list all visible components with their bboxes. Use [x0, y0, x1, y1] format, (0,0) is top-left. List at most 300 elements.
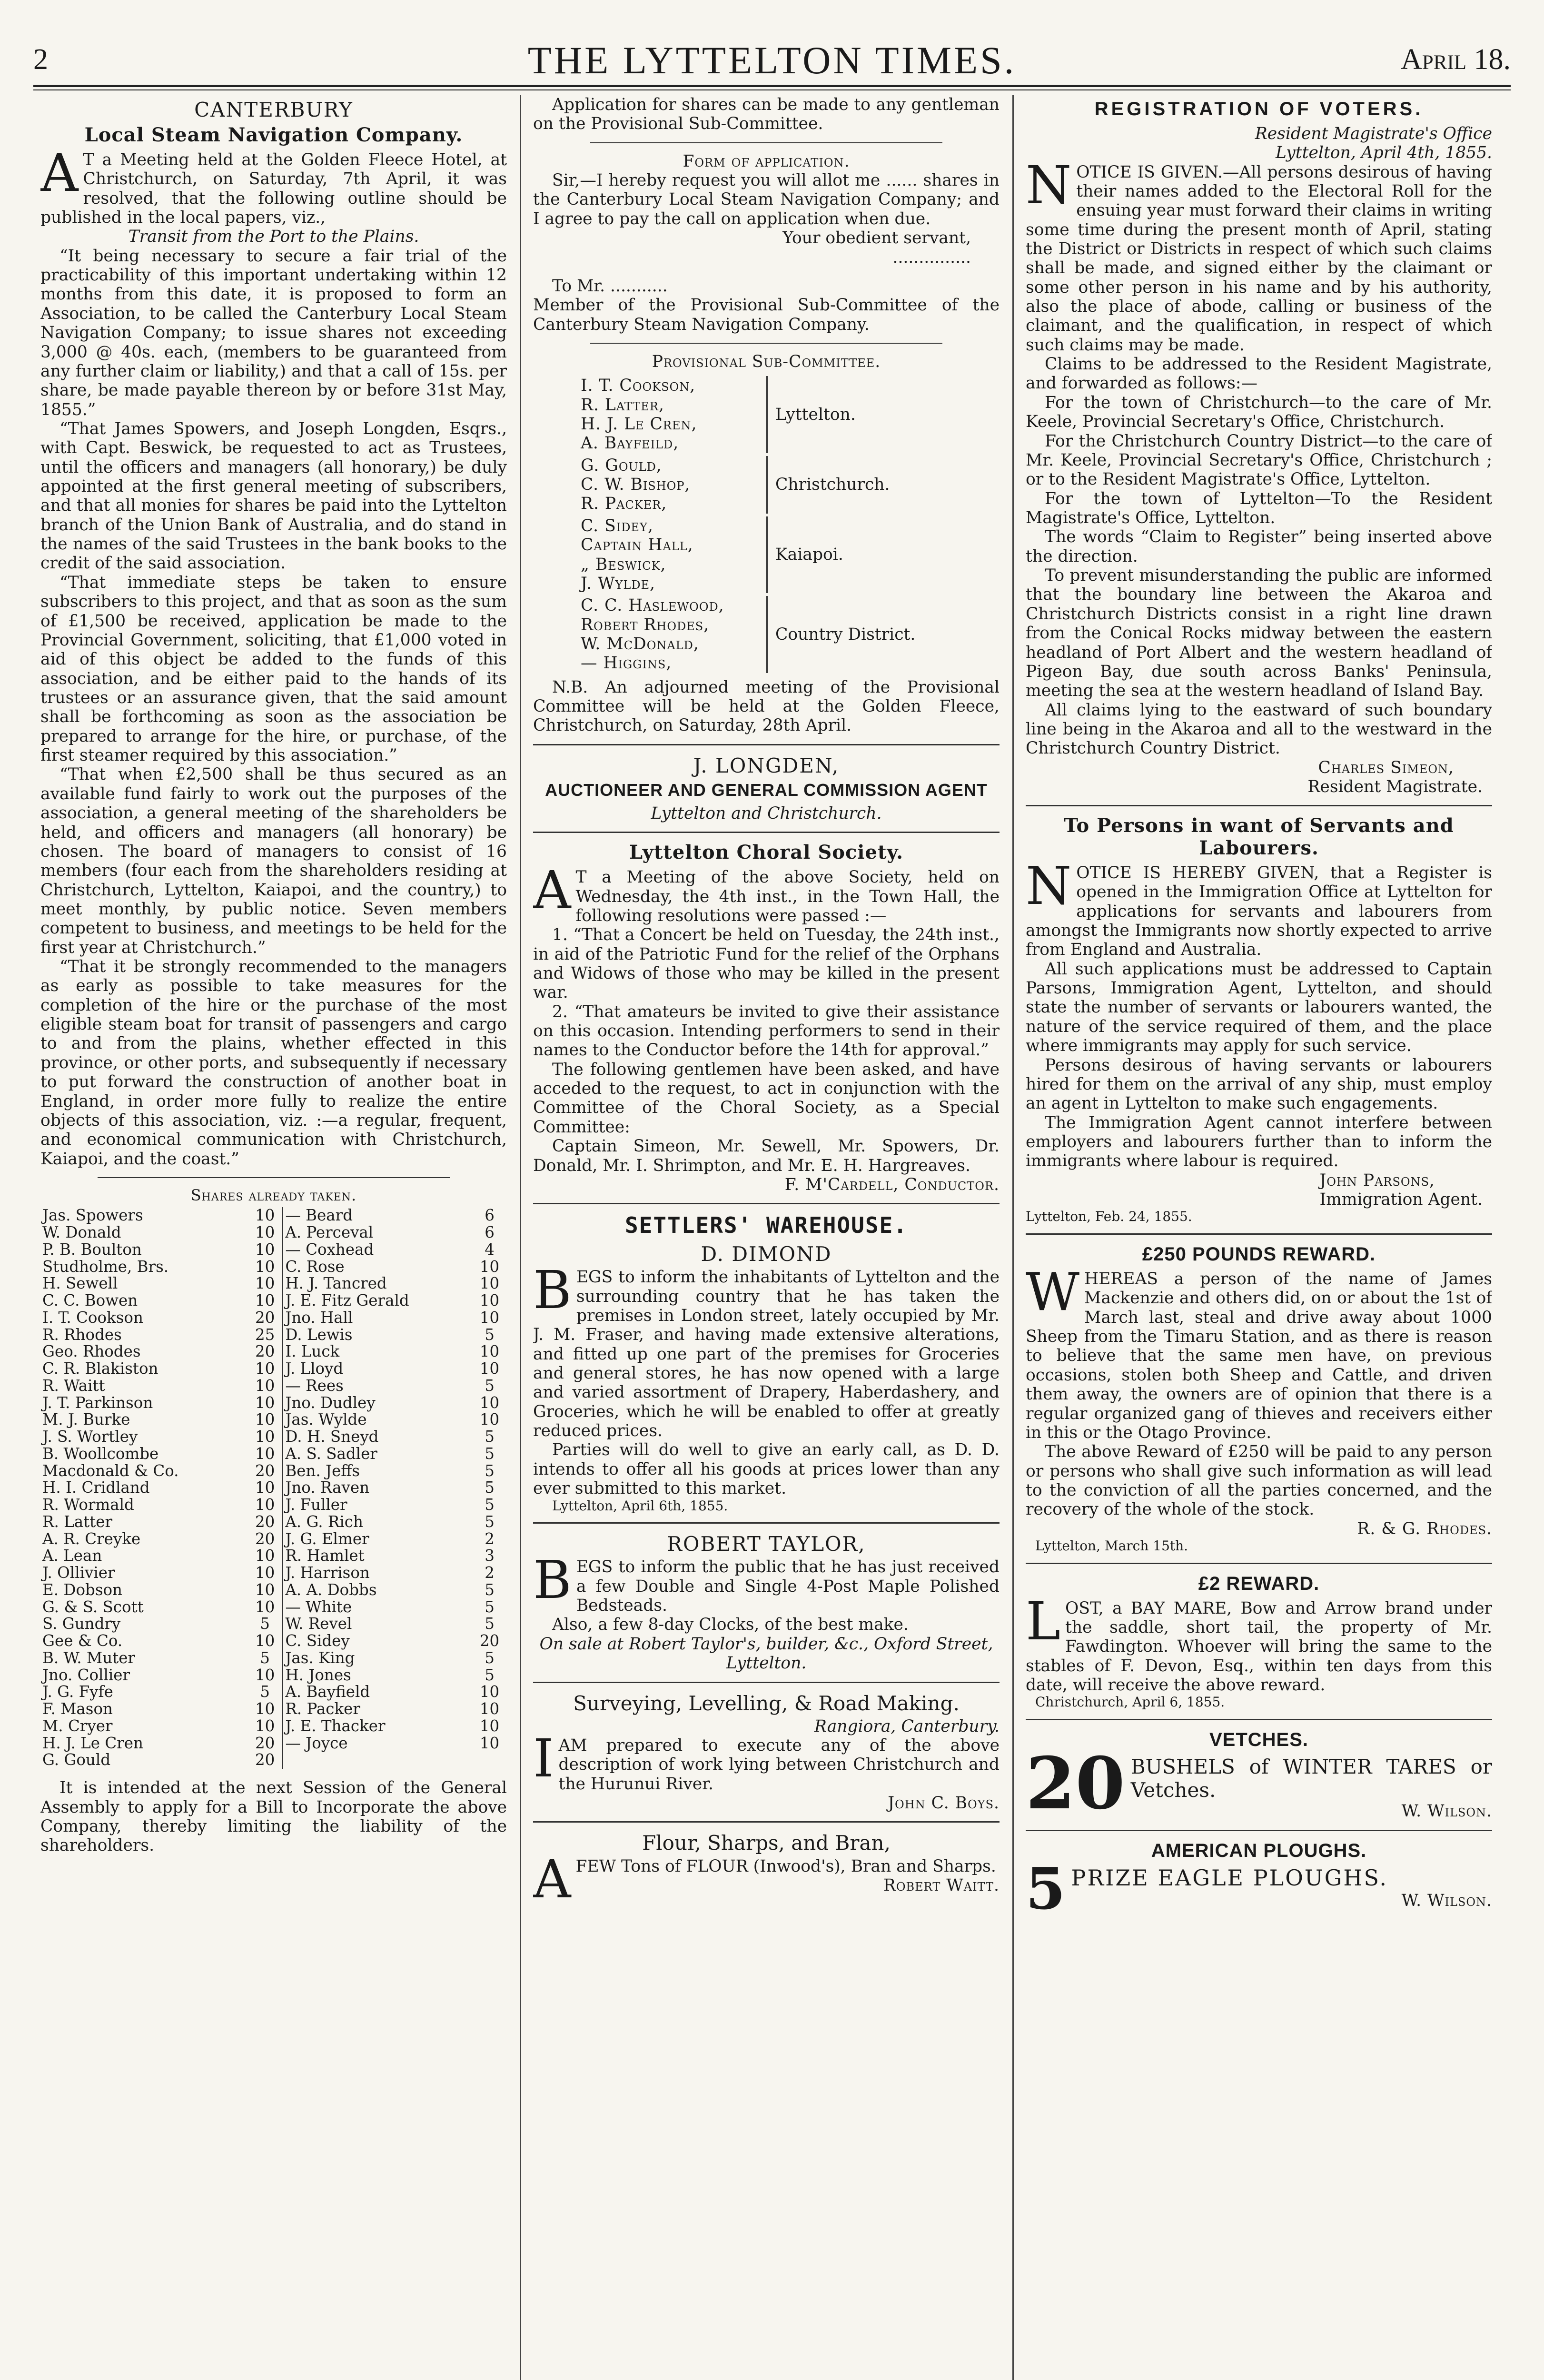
drop-cap: I — [533, 1728, 554, 1789]
shareholder-name: R. Rhodes — [42, 1325, 122, 1344]
committee-member: C. Sidey, — [581, 516, 653, 536]
ad-heading: VETCHES. — [1209, 1729, 1309, 1751]
vetches-ad — [1026, 1729, 1492, 1821]
shares-row — [40, 1667, 507, 1684]
committee-member: W. McDonald, — [581, 634, 699, 654]
shareholder-name: J. Harrison — [283, 1565, 472, 1582]
column-3 — [1026, 95, 1492, 2380]
form-to: To Mr. ........... — [552, 276, 668, 296]
shareholder-name: G. & S. Scott — [42, 1597, 144, 1616]
shares-row — [40, 1241, 507, 1259]
ad-name: ROBERT TAYLOR, — [667, 1532, 866, 1556]
shares-heading: Shares already taken. — [190, 1186, 357, 1204]
section-rule — [1026, 1719, 1492, 1720]
shareholder-name: Jas. Wylde — [283, 1411, 472, 1428]
share-count: 6 — [485, 1223, 495, 1242]
section-rule — [1026, 1830, 1492, 1831]
committee-member: R. Packer, — [581, 494, 667, 514]
reward-250-notice — [1026, 1243, 1492, 1554]
shareholder-name: J. E. Fitz Gerald — [283, 1292, 472, 1309]
notice-date: Lyttelton, April 4th, 1855. — [1275, 143, 1492, 163]
share-count: 10 — [255, 1444, 275, 1463]
share-count: 5 — [260, 1683, 270, 1701]
form-member: Member of the Provisional Sub-Committee of the Canterbury Steam Navigation Company. — [533, 296, 1000, 334]
committee-group — [581, 596, 915, 673]
share-count: 20 — [255, 1529, 275, 1548]
notice-paragraph: The words “Claim to Register” being inserted above the direction. — [1026, 527, 1492, 566]
shareholder-name: — White — [283, 1599, 472, 1616]
column-2 — [533, 95, 1000, 2380]
shareholder-name: Ben. Jeffs — [283, 1463, 472, 1480]
committee-member: Robert Rhodes, — [581, 615, 710, 635]
shareholder-name: — Joyce — [283, 1735, 472, 1752]
share-count: 10 — [479, 1716, 500, 1735]
notice-paragraph: HEREAS a person of the name of James Mackenzie and others did, on or about the 1st of March last, steal and drive away about 1000 Sheep from the Timaru Station, and as there is reason to believe that the same men have, on previous occasions, stolen both Sheep and Cattle, and driven them away, the owners are of opinion that there is a regular organized gang of thieves and receivers either in this or the Otago Province. — [1026, 1269, 1492, 1442]
form-heading: Form of application. — [683, 151, 850, 171]
committee-member: „ Beswick, — [581, 555, 666, 574]
shares-row — [40, 1616, 507, 1633]
notice-office: Resident Magistrate's Office — [1255, 124, 1492, 143]
ad-paragraph: Also, a few 8-day Clocks, of the best make. — [552, 1615, 909, 1635]
section-rule — [533, 1682, 1000, 1683]
notice-heading: Lyttelton Choral Society. — [629, 841, 904, 864]
share-count: 5 — [485, 1461, 495, 1480]
share-count: 10 — [255, 1376, 275, 1395]
notice-paragraph: Claims to be addressed to the Resident Magistrate, and forwarded as follows:— — [1026, 355, 1492, 393]
shares-row — [40, 1735, 507, 1752]
ad-place: Lyttelton and Christchurch. — [651, 804, 882, 823]
masthead-title: THE LYTTELTON TIMES. — [527, 39, 1017, 82]
section-rule — [1026, 805, 1492, 806]
notice-heading: REGISTRATION OF VOTERS. — [1094, 99, 1424, 119]
drop-cap: A — [40, 142, 79, 203]
shareholder-name: A. Bayfield — [283, 1684, 472, 1701]
column-1 — [40, 95, 507, 2380]
shares-row — [40, 1718, 507, 1735]
shareholder-name: A. G. Rich — [283, 1514, 472, 1531]
notice-paragraph: OST, a BAY MARE, Bow and Arrow brand under the saddle, short tail, the property of Mr. Fawdington. Whoever will bring the same to the stables of F. Devon, Esq., within ten days from this date, will receive the above reward. — [1026, 1598, 1492, 1695]
notice-paragraph: OTICE IS GIVEN.—All persons desirous of having their names added to the Electoral Roll for the ensuing year must forward their claims in writing some time during the present month of April, stating the District or Districts in respect of which such claims shall be made, and signed either by the claimant or some other person in his name and by his authority, also the place of abode, calling or business of the claimant, and the qualification, in respect of which such claims may be made. — [1026, 162, 1492, 355]
article-paragraph: “That when £2,500 shall be thus secured as an available fund fairly to work out the purposes of the association, a general meeting of the shareholders be held, and officers and managers (all honorary) be chosen. The board of managers to consist of 16 members (four each from the shareholders residing at Christchurch, Lyttelton, Kaiapoi, and the country,) to meet monthly, by public notice. Seven members competent to business, and meetings to be held for the first year at Christchurch.” — [40, 765, 507, 957]
shareholder-name: Geo. Rhodes — [42, 1342, 141, 1361]
shareholder-name: W. Revel — [283, 1616, 472, 1633]
committee-district: Christchurch. — [767, 456, 890, 514]
shares-row — [40, 1701, 507, 1718]
ad-heading: SETTLERS' WAREHOUSE. — [625, 1212, 908, 1239]
share-count: 10 — [479, 1393, 500, 1412]
shareholder-name: R. Wormald — [42, 1496, 134, 1514]
surveying-ad — [533, 1692, 1000, 1813]
share-count: 10 — [255, 1359, 275, 1378]
shares-row — [40, 1479, 507, 1497]
shares-row — [40, 1650, 507, 1667]
section-rule — [533, 832, 1000, 833]
notice-signature: John Parsons, — [1319, 1170, 1435, 1190]
shareholder-name: Jno. Collier — [42, 1666, 130, 1684]
committee-member: C. W. Bishop, — [581, 475, 691, 495]
share-count — [472, 1752, 507, 1769]
article-paragraph: T a Meeting held at the Golden Fleece Hotel, at Christchurch, on Saturday, 7th April, it was resolved, that the following outline should be published in the local papers, viz., — [40, 150, 507, 227]
shares-row — [40, 1327, 507, 1344]
application-intro: Application for shares can be made to any gentleman on the Provisional Sub-Committee. — [533, 95, 1000, 134]
shareholder-name: D. H. Sneyd — [283, 1428, 472, 1446]
shareholder-name: M. Cryer — [42, 1716, 113, 1735]
section-rule — [98, 1177, 450, 1178]
shareholder-name: R. Hamlet — [283, 1547, 472, 1565]
robert-taylor-ad — [533, 1532, 1000, 1673]
shareholder-name: B. W. Muter — [42, 1648, 135, 1667]
shares-row — [40, 1343, 507, 1360]
share-count: 10 — [255, 1547, 275, 1565]
page-header — [33, 33, 1511, 86]
share-count: 10 — [255, 1580, 275, 1599]
header-rule-thin — [33, 89, 1511, 90]
drop-cap: A — [533, 860, 571, 921]
share-count: 20 — [479, 1632, 500, 1650]
notice-paragraph: All such applications must be addressed to Captain Parsons, Immigration Agent, Lyttelton, and should state the number of servants or labourers wanted, the nature of the service required of them, and the place where immigrants may apply for such service. — [1026, 959, 1492, 1056]
shares-row — [40, 1497, 507, 1514]
shareholder-name: J. E. Thacker — [283, 1718, 472, 1735]
share-count: 5 — [485, 1615, 495, 1633]
committee-heading: Provisional Sub-Committee. — [652, 352, 881, 371]
shareholder-name: J. G. Elmer — [283, 1531, 472, 1548]
column-divider — [520, 95, 521, 2380]
article-paragraph: “That James Spowers, and Joseph Longden, Esqrs., with Capt. Beswick, be requested to act as Trustees, until the officers and managers (all honorary,) be duly appointed at the first general meeting of subscribers, and that all monies for shares be paid into the Lyttelton branch of the Union Bank of Australia, and do stand in the names of the said Trustees in the bank books to the credit of the said association. — [40, 419, 507, 573]
shareholder-name: — Beard — [283, 1207, 472, 1224]
application-section — [533, 95, 1000, 334]
share-count: 10 — [479, 1410, 500, 1429]
committee-group — [581, 456, 890, 514]
notice-signature: F. M'Cardell, Conductor. — [784, 1175, 1000, 1194]
share-count: 20 — [255, 1461, 275, 1480]
shareholder-name: J. Ollivier — [42, 1564, 115, 1582]
shareholder-name: I. T. Cookson — [42, 1308, 143, 1327]
shareholder-name: Jas. Spowers — [42, 1206, 143, 1225]
share-count: 10 — [479, 1274, 500, 1293]
share-count: 5 — [485, 1428, 495, 1446]
shareholder-name: Studholme, Brs. — [42, 1257, 169, 1276]
column-divider — [1012, 95, 1014, 2380]
notice-signature-title: Immigration Agent. — [1319, 1190, 1483, 1210]
share-count: 10 — [255, 1240, 275, 1259]
shareholder-name: A. A. Dobbs — [283, 1582, 472, 1599]
shares-row — [40, 1582, 507, 1599]
shareholder-name: F. Mason — [42, 1700, 113, 1718]
article-subheading: Local Steam Navigation Company. — [84, 124, 463, 147]
shareholder-name: R. Waitt — [42, 1376, 105, 1395]
notice-paragraph: The Immigration Agent cannot interfere between employers and labourers further than to inform the immigrants where labour is required. — [1026, 1113, 1492, 1171]
share-count: 10 — [479, 1342, 500, 1361]
committee-note: N.B. An adjourned meeting of the Provisional Committee will be held at the Golden Fleece, Christchurch, on Saturday, 28th April. — [533, 677, 1000, 735]
share-count: 5 — [485, 1496, 495, 1514]
shareholder-name: A. R. Creyke — [42, 1529, 141, 1548]
steam-navigation-article — [40, 98, 507, 1169]
share-count: 10 — [255, 1632, 275, 1650]
shareholder-name: E. Dobson — [42, 1580, 122, 1599]
shares-table — [40, 1207, 507, 1769]
settlers-warehouse-ad — [533, 1213, 1000, 1514]
shares-row — [40, 1428, 507, 1446]
share-count: 5 — [485, 1376, 495, 1395]
shareholder-name — [283, 1752, 472, 1769]
committee-district: Lyttelton. — [767, 376, 856, 453]
flour-ad — [533, 1831, 1000, 1910]
share-count: 10 — [255, 1564, 275, 1582]
form-dots: ............... — [892, 248, 971, 267]
servants-notice — [1026, 815, 1492, 1225]
notice-date: Christchurch, April 6, 1855. — [1035, 1694, 1225, 1710]
article-subtitle: Transit from the Port to the Plains. — [128, 227, 419, 247]
article-heading: CANTERBURY — [194, 98, 353, 121]
choral-society-notice — [533, 842, 1000, 1194]
share-count: 10 — [255, 1496, 275, 1514]
drop-cap: L — [1026, 1590, 1061, 1652]
header-rule — [33, 85, 1511, 87]
share-count: 20 — [255, 1512, 275, 1531]
ad-paragraph: On sale at Robert Taylor's, builder, &c., Oxford Street, Lyttelton. — [539, 1634, 993, 1673]
shares-row — [40, 1446, 507, 1463]
shareholder-name: H. J. Le Cren — [42, 1734, 143, 1752]
shareholder-name: J. Lloyd — [283, 1360, 472, 1378]
share-count: 10 — [255, 1428, 275, 1446]
shares-row — [40, 1514, 507, 1531]
shares-footer: It is intended at the next Session of the General Assembly to apply for a Bill to Incorporate the above Company, thereby limiting the liability of the shareholders. — [40, 1778, 507, 1855]
committee-group — [581, 376, 856, 453]
shares-list — [40, 1187, 507, 1855]
ad-date: Lyttelton, April 6th, 1855. — [552, 1497, 728, 1514]
shares-row — [40, 1411, 507, 1428]
share-count: 10 — [479, 1359, 500, 1378]
shareholder-name: J. Fuller — [283, 1497, 472, 1514]
ad-number: 20 — [1026, 1755, 1125, 1821]
committee-district: Kaiapoi. — [767, 516, 843, 593]
shareholder-name: W. Donald — [42, 1223, 121, 1242]
ad-title: AUCTIONEER AND GENERAL COMMISSION AGENT — [545, 780, 988, 800]
share-count: 10 — [255, 1291, 275, 1310]
committee-district: Country District. — [767, 596, 916, 673]
shares-row — [40, 1275, 507, 1292]
share-count: 5 — [485, 1580, 495, 1599]
share-count: 10 — [255, 1274, 275, 1293]
shares-row — [40, 1292, 507, 1309]
notice-heading: To Persons in want of Servants and Labourers. — [1064, 814, 1454, 860]
share-count: 10 — [255, 1223, 275, 1242]
shares-row — [40, 1633, 507, 1650]
ad-paragraph: EGS to inform the public that he has just received a few Double and Single 4-Post Maple Polished Bedsteads. — [576, 1557, 1000, 1616]
shareholder-name: J. T. Parkinson — [42, 1393, 153, 1412]
notice-heading: £2 REWARD. — [1198, 1573, 1320, 1594]
shareholder-name: C. Sidey — [283, 1633, 472, 1650]
form-servant: Your obedient servant, — [782, 228, 971, 248]
shares-row — [40, 1463, 507, 1480]
ad-heading: Flour, Sharps, and Bran, — [642, 1831, 891, 1855]
shares-row — [40, 1378, 507, 1395]
ad-name: J. LONGDEN, — [693, 754, 840, 777]
shareholder-name: C. C. Bowen — [42, 1291, 138, 1310]
notice-heading: £250 POUNDS REWARD. — [1142, 1244, 1376, 1265]
notice-date: Lyttelton, Feb. 24, 1855. — [1026, 1209, 1192, 1225]
share-count: 10 — [255, 1478, 275, 1497]
section-rule — [533, 1522, 1000, 1524]
notice-paragraph: The following gentlemen have been asked, and have acceded to the request, to act in conjunction with the Committee of the Choral Society, as a Special Committee: — [533, 1060, 1000, 1137]
share-count: 10 — [255, 1716, 275, 1735]
drop-cap: N — [1026, 154, 1072, 216]
ad-text: BUSHELS of WINTER TARES or Vetches. — [1130, 1755, 1492, 1802]
shareholder-name: R. Latter — [42, 1512, 112, 1531]
share-count: 5 — [485, 1512, 495, 1531]
share-count: 10 — [255, 1700, 275, 1718]
shares-row — [40, 1547, 507, 1565]
shareholder-name: — Coxhead — [283, 1241, 472, 1259]
shares-row — [40, 1309, 507, 1327]
share-count: 10 — [479, 1734, 500, 1752]
share-count: 25 — [255, 1325, 275, 1344]
share-count: 10 — [479, 1291, 500, 1310]
issue-date: April 18. — [1401, 43, 1511, 76]
shareholder-name: H. J. Tancred — [283, 1275, 472, 1292]
shareholder-name: Gee & Co. — [42, 1632, 123, 1650]
committee-member: A. Bayfeild, — [581, 434, 679, 453]
shareholder-name: M. J. Burke — [42, 1410, 130, 1429]
ad-paragraph: Parties will do well to give an early call, as D. D. intends to offer all his goods at prices lower than any ever submitted to this market. — [533, 1440, 1000, 1498]
share-count: 10 — [255, 1393, 275, 1412]
share-count: 20 — [255, 1751, 275, 1769]
shareholder-name: H. Sewell — [42, 1274, 118, 1293]
share-count: 5 — [260, 1615, 270, 1633]
shares-row — [40, 1531, 507, 1548]
shares-row — [40, 1207, 507, 1224]
committee-member: H. J. Le Cren, — [581, 415, 697, 434]
share-count: 5 — [485, 1597, 495, 1616]
shareholder-name: B. Woollcombe — [42, 1444, 159, 1463]
ad-heading: Surveying, Levelling, & Road Making. — [573, 1691, 960, 1715]
shares-row — [40, 1684, 507, 1701]
notice-paragraph: For the Christchurch Country District—to the care of Mr. Keele, Provincial Secretary's Office, Christchurch ; or to the Resident Magistrate's Office, Lyttelton. — [1026, 431, 1492, 489]
committee-section — [533, 352, 1000, 735]
section-rule — [533, 1821, 1000, 1823]
shareholder-name: C. Rose — [283, 1259, 472, 1276]
share-count: 10 — [255, 1206, 275, 1225]
notice-paragraph: 1. “That a Concert be held on Tuesday, the 24th inst., in aid of the Patriotic Fund for the relief of the Orphans and Widows of those who may be killed in the present war. — [533, 925, 1000, 1002]
drop-cap: B — [533, 1259, 572, 1321]
notice-signature: R. & G. Rhodes. — [1357, 1519, 1492, 1538]
share-count: 20 — [255, 1342, 275, 1361]
shareholder-name: I. Luck — [283, 1343, 472, 1360]
notice-paragraph: To prevent misunderstanding the public are informed that the boundary line between the Akaroa and Christchurch Districts consist in a right line drawn from the Conical Rocks midway between the eastern headland of Port Albert and the western headland of Pigeon Bay, due south across Banks' Peninsula, meeting the sea at the western headland of Island Bay. — [1026, 566, 1492, 701]
shareholder-name: Jno. Hall — [283, 1309, 472, 1327]
committee-member: Captain Hall, — [581, 536, 693, 555]
ad-text: PRIZE EAGLE PLOUGHS. — [1071, 1865, 1388, 1891]
drop-cap: N — [1026, 855, 1072, 916]
ad-number: 5 — [1026, 1865, 1066, 1914]
share-count: 5 — [260, 1648, 270, 1667]
share-count: 5 — [485, 1444, 495, 1463]
share-count: 10 — [255, 1597, 275, 1616]
page-number: 2 — [33, 43, 48, 76]
shareholder-name: Jno. Raven — [283, 1479, 472, 1497]
committee-member: R. Latter, — [581, 395, 664, 415]
shares-row — [40, 1360, 507, 1378]
notice-paragraph: Persons desirous of having servants or labourers hired for them on the arrival of any ship, must employ an agent in Lyttelton to make such engagements. — [1026, 1055, 1492, 1113]
share-count: 5 — [485, 1325, 495, 1344]
share-count: 5 — [485, 1666, 495, 1684]
ad-signature: W. Wilson. — [1401, 1891, 1492, 1911]
shareholder-name: C. R. Blakiston — [42, 1359, 158, 1378]
share-count: 20 — [255, 1734, 275, 1752]
notice-paragraph: All claims lying to the eastward of such boundary line being in the Akaroa and all to the westward in the Christchurch Country District. — [1026, 700, 1492, 758]
shares-row — [40, 1752, 507, 1769]
share-count: 10 — [479, 1683, 500, 1701]
shareholder-name: G. Gould — [42, 1751, 111, 1769]
share-count: 2 — [485, 1529, 495, 1548]
section-rule — [533, 744, 1000, 745]
share-count: 10 — [255, 1257, 275, 1276]
drop-cap: A — [533, 1848, 571, 1910]
share-count: 5 — [485, 1648, 495, 1667]
shares-row — [40, 1565, 507, 1582]
committee-member: G. Gould, — [581, 456, 662, 475]
share-count: 2 — [485, 1564, 495, 1582]
share-count: 10 — [255, 1410, 275, 1429]
section-rule — [533, 1203, 1000, 1204]
share-count: 10 — [479, 1700, 500, 1718]
share-count: 5 — [485, 1478, 495, 1497]
voters-registration-notice — [1026, 98, 1492, 796]
shareholder-name: H. Jones — [283, 1667, 472, 1684]
shareholder-name: H. I. Cridland — [42, 1478, 150, 1497]
ad-paragraph: FEW Tons of FLOUR (Inwood's), Bran and Sharps. — [575, 1856, 996, 1876]
share-count: 4 — [485, 1240, 495, 1259]
share-count: 6 — [485, 1206, 495, 1225]
notice-signature: Charles Simeon, — [1318, 758, 1454, 777]
shares-row — [40, 1259, 507, 1276]
shareholder-name: Macdonald & Co. — [42, 1461, 179, 1480]
shareholder-name: J. S. Wortley — [42, 1428, 138, 1446]
longden-ad — [533, 754, 1000, 823]
drop-cap: B — [533, 1549, 572, 1611]
shareholder-name: P. B. Boulton — [42, 1240, 142, 1259]
shareholder-name: Jno. Dudley — [283, 1395, 472, 1412]
shares-row — [40, 1224, 507, 1241]
article-paragraph: “That it be strongly recommended to the managers as early as possible to take measures for the completion of the hire or the purchase of the most eligible steam boat for transit of passengers and cargo to and from the plains, whether effected in this province, or other ports, and subsequently if necessary to put forward the construction of another boat in England, in order more fully to realize the entire objects of this association, viz. :—a regular, frequent, and economical communication with Christchurch, Kaiapoi, and the coast.” — [40, 957, 507, 1169]
shareholder-name: J. G. Fyfe — [42, 1683, 113, 1701]
shareholder-name: A. Perceval — [283, 1224, 472, 1241]
shareholder-name: R. Packer — [283, 1701, 472, 1718]
article-paragraph: “That immediate steps be taken to ensure subscribers to this project, and that as soon as the sum of £1,500 be received, application be made to the Provincial Government, soliciting, that £1,000 voted in aid of this object be added to the funds of this association, and be either paid to the hands of its trustees or an assurance given, that the said amount shall be forthcoming as soon as the association be prepared to arrange for the hire, or purchase, of the first steamer required by this association.” — [40, 573, 507, 765]
shareholder-name: Jas. King — [283, 1650, 472, 1667]
committee-member: I. T. Cookson, — [581, 376, 696, 396]
shareholder-name: — Rees — [283, 1378, 472, 1395]
notice-paragraph: Captain Simeon, Mr. Sewell, Mr. Spowers, Dr. Donald, Mr. I. Shrimpton, and Mr. E. H. Hargreaves. — [533, 1137, 1000, 1175]
share-count: 3 — [485, 1547, 495, 1565]
shareholder-name: A. S. Sadler — [283, 1446, 472, 1463]
notice-paragraph: 2. “That amateurs be invited to give their assistance on this occasion. Intending performers to send in their names to the Conductor before the 14th for approval.” — [533, 1002, 1000, 1060]
reward-2-notice — [1026, 1573, 1492, 1710]
ad-signature: John C. Boys. — [888, 1794, 1000, 1813]
shareholder-name: D. Lewis — [283, 1327, 472, 1344]
section-rule — [1026, 1563, 1492, 1564]
share-count: 10 — [479, 1308, 500, 1327]
notice-paragraph: T a Meeting of the above Society, held on Wednesday, the 4th inst., in the Town Hall, the following resolutions were passed :— — [575, 868, 1000, 925]
committee-member: C. C. Haslewood, — [581, 596, 724, 615]
committee-group — [581, 516, 843, 593]
notice-signature-title: Resident Magistrate. — [1307, 777, 1483, 797]
ad-paragraph: EGS to inform the inhabitants of Lyttelton and the surrounding country that he has taken the premises in London street, lately occupied by Mr. J. M. Fraser, and having made extensive alterations, and fitted up one part of the premises for Groceries and general stores, he has now opened with a large and varied assortment of Drapery, Haberdashery, and Groceries, which he will be enabled to offer at greatly reduced prices. — [533, 1268, 1000, 1441]
notice-paragraph: The above Reward of £250 will be paid to any person or persons who shall give such information as will lead to the conviction of all the parties concerned, and the recovery of the whole of the stock. — [1026, 1442, 1492, 1519]
ad-place: Rangiora, Canterbury. — [814, 1716, 1000, 1736]
notice-paragraph: For the town of Lyttelton—To the Resident Magistrate's Office, Lyttelton. — [1026, 489, 1492, 527]
ad-heading: AMERICAN PLOUGHS. — [1151, 1840, 1367, 1861]
